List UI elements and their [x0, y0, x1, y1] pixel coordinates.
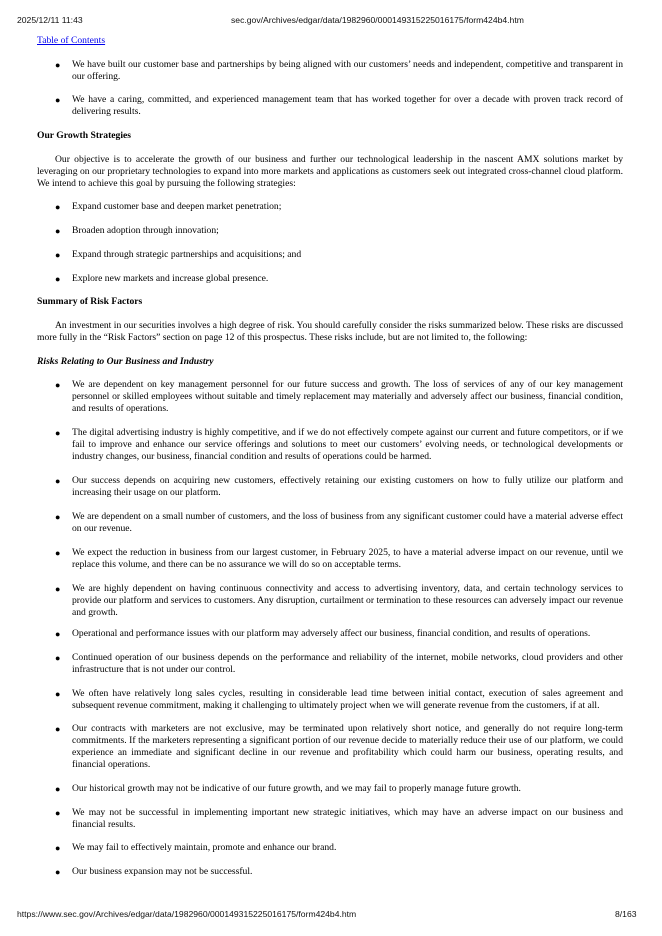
list-item: We may not be successful in implementing important new strategic initiatives, which may have an adverse impact on our business and financial results. [72, 807, 623, 830]
list-item: Continued operation of our business depends on the performance and reliability of the internet, mobile networks, cloud providers and other infrastructure that is not under our control. [72, 652, 623, 675]
bullet-icon: ● [55, 428, 61, 438]
bullet-icon: ● [55, 724, 61, 734]
risk-subheading: Risks Relating to Our Business and Industry [37, 356, 214, 367]
list-item: Operational and performance issues with our platform may adversely affect our business, financial condition, and results of operations. [72, 628, 591, 639]
bullet-icon: ● [55, 476, 61, 486]
bullet-icon: ● [55, 689, 61, 699]
table-of-contents-link[interactable]: Table of Contents [37, 35, 106, 46]
list-item: We are dependent on a small number of customers, and the loss of business from any significant customer could have a material adverse effect on our revenue. [72, 511, 623, 534]
list-item: Our business expansion may not be successful. [72, 866, 253, 877]
growth-intro: Our objective is to accelerate the growth of our business and further our technological leadership in the nascent AMX solutions market by leveraging on our proprietary technologies to expand into more markets and applications as customers seek out integrated cross-channel cloud platform. We intend to achieve this goal by pursuing the following strategies: [37, 154, 623, 189]
bullet-icon: ● [55, 808, 61, 818]
growth-heading: Our Growth Strategies [37, 130, 131, 141]
list-item: We often have relatively long sales cycles, resulting in considerable lead time between initial contact, execution of sales agreement and subsequent revenue commitment, making it challenging to ultimately project when we will generate revenue from the customers, if at all. [72, 688, 623, 711]
list-item: Our historical growth may not be indicative of our future growth, and we may fail to properly manage future growth. [72, 783, 521, 794]
list-item: We expect the reduction in business from our largest customer, in February 2025, to have a material adverse impact on our revenue, until we replace this volume, and there can be no assurance we will do so on acceptable terms. [72, 547, 623, 570]
list-item: We may fail to effectively maintain, promote and enhance our brand. [72, 842, 337, 853]
risk-heading: Summary of Risk Factors [37, 296, 143, 307]
list-item: Expand through strategic partnerships and acquisitions; and [72, 249, 302, 260]
risk-intro: An investment in our securities involves a high degree of risk. You should carefully consider the risks summarized below. These risks are discussed more fully in the “Risk Factors” section on page 12 of this prospectus. These risks include, but are not limited to, the following: [37, 320, 623, 343]
list-item: The digital advertising industry is highly competitive, and if we do not effectively compete against our current and future competitors, or if we fail to improve and enhance our service offerings and solutions to meet our customers’ evolving needs, or technological developments or industry changes, our business, financial condition and results of operations could be harmed. [72, 427, 623, 462]
bullet-icon: ● [55, 380, 61, 390]
bullet-icon: ● [55, 784, 61, 794]
list-item: We are highly dependent on having continuous connectivity and access to advertising inventory, data, and certain technology services to provide our platform and services to customers. Any disruption, curtailment or termination to these resources can adversely impact our revenue and growth. [72, 583, 623, 618]
bullet-icon: ● [55, 867, 61, 877]
list-item: We have a caring, committed, and experienced management team that has worked together for over a decade with proven track record of delivering results. [72, 94, 623, 117]
bullet-icon: ● [55, 95, 61, 105]
list-item: We are dependent on key management personnel for our future success and growth. The loss of services of any of our key management personnel or skilled employees without suitable and timely replacement may materially and adversely affect our business, financial condition, and results of operations. [72, 379, 623, 414]
bullet-icon: ● [55, 843, 61, 853]
print-page-number: 8/163 [615, 909, 637, 919]
list-item: Our success depends on acquiring new customers, effectively retaining our existing customers on how to fully utilize our platform and increasing their usage on our platform. [72, 475, 623, 498]
list-item: We have built our customer base and partnerships by being aligned with our customers’ needs and independent, competitive and transparent in our offering. [72, 59, 623, 82]
bullet-icon: ● [55, 653, 61, 663]
list-item: Broaden adoption through innovation; [72, 225, 219, 236]
bullet-icon: ● [55, 202, 61, 212]
bullet-icon: ● [55, 250, 61, 260]
print-datetime: 2025/12/11 11:43 [17, 15, 83, 25]
bullet-icon: ● [55, 584, 61, 594]
list-item: Our contracts with marketers are not exclusive, may be terminated upon relatively short notice, and generally do not require long-term commitments. If the marketers representing a significant portion of our revenue decide to materially reduce their use of our platform, we could experience an immediate and significant decline in our revenue and profitability which could harm our business, operating results, and financial operations. [72, 723, 623, 770]
list-item: Expand customer base and deepen market penetration; [72, 201, 282, 212]
bullet-icon: ● [55, 629, 61, 639]
print-page-title: sec.gov/Archives/edgar/data/1982960/000149315225016175/form424b4.htm [231, 15, 524, 25]
print-footer-url: https://www.sec.gov/Archives/edgar/data/1982960/000149315225016175/form424b4.htm [17, 909, 357, 919]
toc-link-wrap [37, 35, 623, 47]
bullet-icon: ● [55, 274, 61, 284]
list-item: Explore new markets and increase global presence. [72, 273, 269, 284]
bullet-icon: ● [55, 548, 61, 558]
bullet-icon: ● [55, 60, 61, 70]
bullet-icon: ● [55, 512, 61, 522]
bullet-icon: ● [55, 226, 61, 236]
